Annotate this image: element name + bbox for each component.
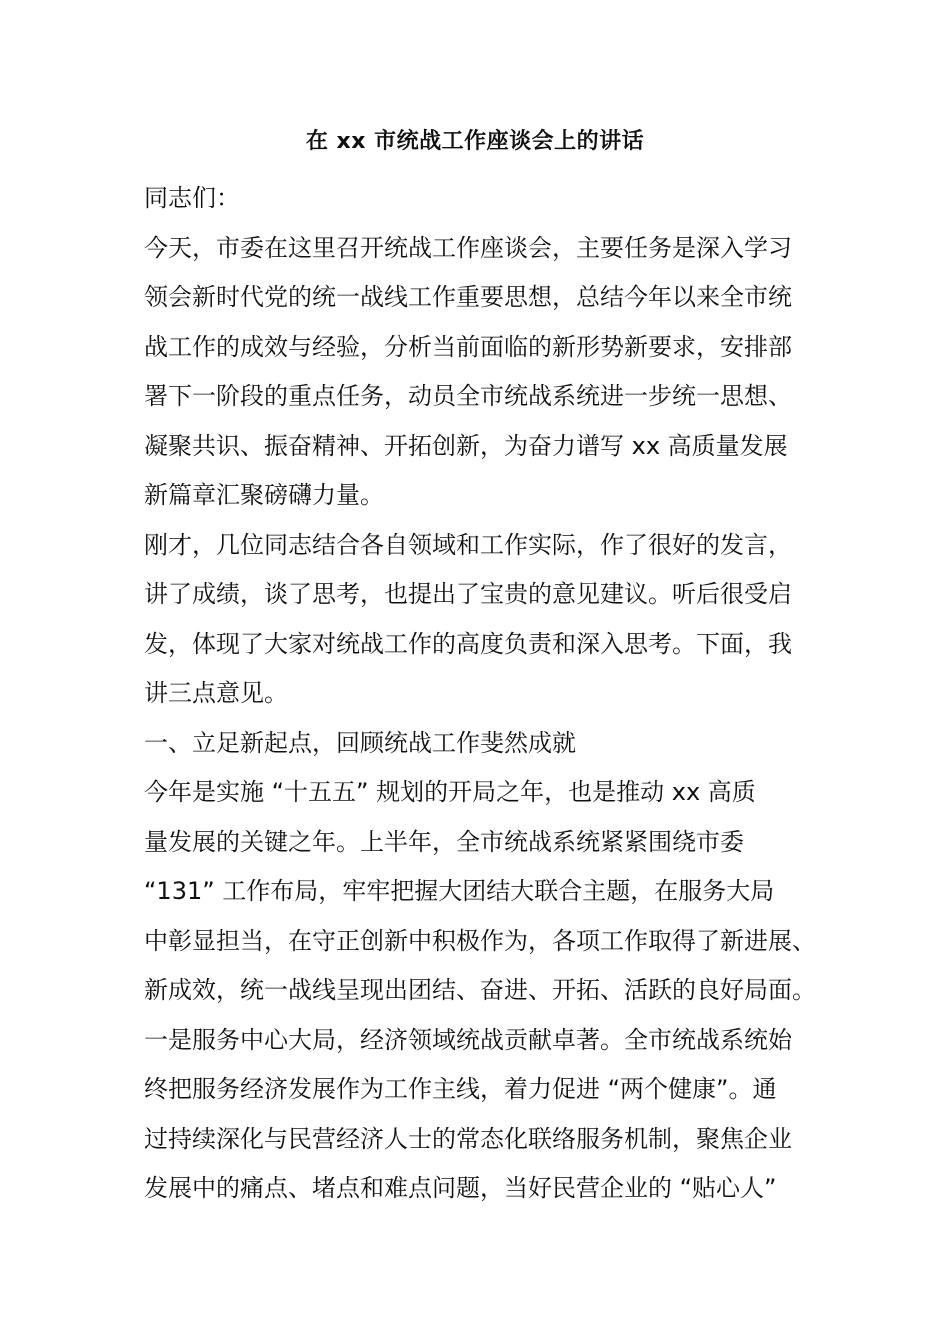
paragraph-line: 发，体现了大家对统战工作的高度负责和深入思考。下面，我 <box>144 629 792 658</box>
paragraph-line: 今天，市委在这里召开统战工作座谈会，主要任务是深入学习 <box>144 233 792 262</box>
paragraph-line: 刚才，几位同志结合各自领域和工作实际，作了很好的发言， <box>144 530 792 559</box>
paragraph-line: 今年是实施 “十五五” 规划的开局之年，也是推动 xx 高质 <box>144 778 756 806</box>
salutation-line: 同志们： <box>144 184 240 212</box>
paragraph-line: 新篇章汇聚磅礴力量。 <box>144 481 384 509</box>
paragraph-line: 终把服务经济发展作为工作主线，着力促进 “两个健康”。通 <box>144 1075 777 1103</box>
paragraph-line: 中彰显担当，在守正创新中积极作为，各项工作取得了新进展、 <box>144 926 816 955</box>
paragraph-line: 量发展的关键之年。上半年，全市统战系统紧紧围绕市委 <box>144 827 744 856</box>
paragraph-line: 领会新时代党的统一战线工作重要思想，总结今年以来全市统 <box>144 283 792 311</box>
paragraph-line: 战工作的成效与经验，分析当前面临的新形势新要求，安排部 <box>144 332 792 361</box>
document-body <box>144 174 824 1214</box>
document-title: 在 xx 市统战工作座谈会上的讲话 <box>305 129 645 154</box>
paragraph-line: 发展中的痛点、堵点和难点问题，当好民营企业的 “贴心人” <box>144 1174 777 1202</box>
paragraph-line: 一是服务中心大局，经济领域统战贡献卓著。全市统战系统始 <box>144 1025 792 1054</box>
paragraph-line: 讲三点意见。 <box>144 679 288 707</box>
paragraph-line: 讲了成绩，谈了思考，也提出了宝贵的意见建议。听后很受启 <box>144 580 792 608</box>
paragraph-line: 署下一阶段的重点任务，动员全市统战系统进一步统一思想、 <box>144 382 792 410</box>
paragraph-line: “131” 工作布局，牢牢把握大团结大联合主题，在服务大局 <box>144 877 775 905</box>
paragraph-line: 过持续深化与民营经济人士的常态化联络服务机制，聚焦企业 <box>144 1124 792 1153</box>
paragraph-line: 凝聚共识、振奋精神、开拓创新，为奋力谱写 xx 高质量发展 <box>144 431 788 460</box>
section-heading: 一、立足新起点，回顾统战工作斐然成就 <box>144 728 576 757</box>
paragraph-line: 新成效，统一战线呈现出团结、奋进、开拓、活跃的良好局面。 <box>144 976 816 1004</box>
